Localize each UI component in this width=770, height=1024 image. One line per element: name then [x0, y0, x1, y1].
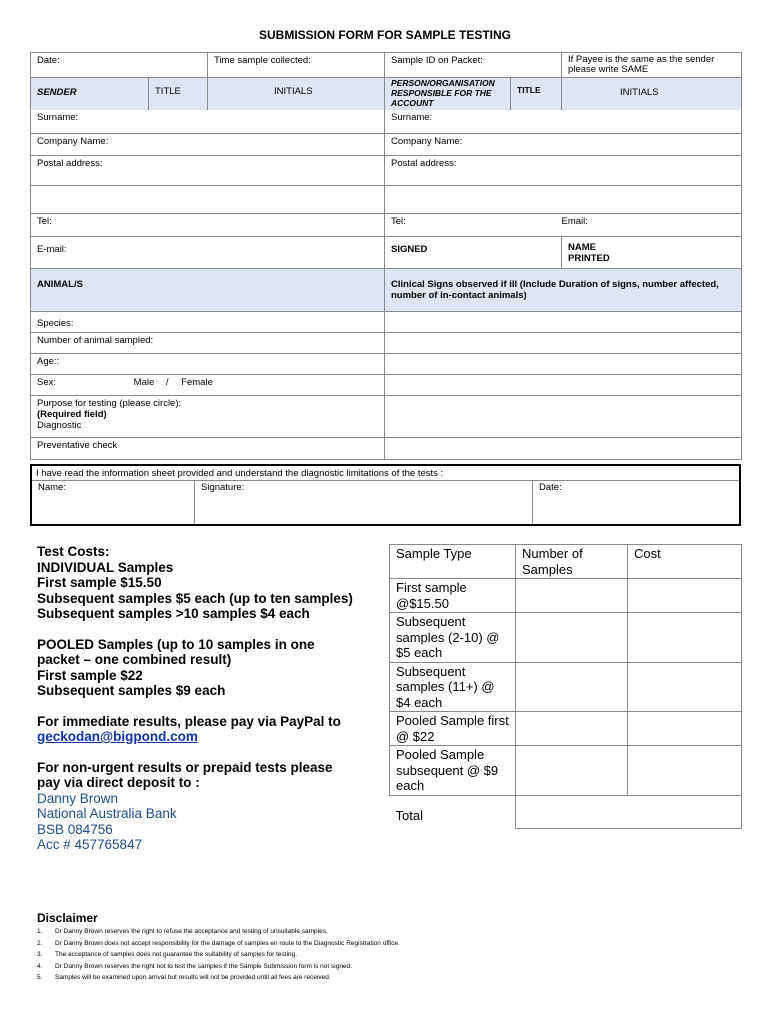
fee-row-label: Pooled Sample subsequent @ $9 each	[390, 746, 516, 796]
date-field[interactable]: Date:	[31, 53, 208, 78]
sender-tel-field[interactable]: Tel:	[31, 213, 385, 236]
disclaimer-item: 3. The acceptance of samples does not guarantee the suitability of samples for testing.	[37, 951, 298, 958]
account-number: Acc # 457765847	[37, 837, 143, 852]
fee-header-number: Number of Samples	[516, 545, 628, 579]
sender-label: SENDER	[31, 78, 149, 111]
fee-cost-cell[interactable]	[628, 712, 742, 746]
payee-note: If Payee is the same as the sender please write SAME	[562, 53, 742, 78]
clinical-line-3[interactable]	[385, 353, 742, 374]
test-costs-section: Test Costs: INDIVIDUAL Samples First sample $15.50 Subsequent samples $5 each (up to ten samples) Subsequent samples >10 samples $4 each POOLED Samples (up to 10 samples in one packet – one combined result) First sample $22 Subsequent samples $9 each For immediate results, please pay via PayPal to geckodan@bigpond.com For non-urgent results or prepaid tests please pay via direct deposit to : Danny Brown National Australia Bank BSB 084756 Acc # 457765847	[37, 544, 382, 853]
sender-email-field[interactable]: E-mail:	[31, 236, 385, 268]
payee-postal-line2[interactable]	[385, 185, 742, 213]
declaration-box	[30, 464, 741, 526]
bank-name: National Australia Bank	[37, 806, 177, 821]
sex-field[interactable]: Sex: Male / Female	[31, 374, 385, 395]
clinical-line-1[interactable]	[385, 311, 742, 332]
declaration-name-field[interactable]: Name:	[38, 482, 66, 493]
payee-label: PERSON/ORGANISATION RESPONSIBLE FOR THE ACCOUNT	[385, 78, 511, 111]
fee-header-sample-type: Sample Type	[390, 545, 516, 579]
payee-title-field[interactable]: TITLE	[511, 78, 562, 111]
fee-cost-cell[interactable]	[628, 662, 742, 712]
clinical-line-2[interactable]	[385, 332, 742, 353]
time-collected-field[interactable]: Time sample collected:	[208, 53, 385, 78]
submission-form-table	[30, 52, 742, 460]
sender-initials-field[interactable]: INITIALS	[208, 78, 385, 111]
payee-company-field[interactable]: Company Name:	[385, 133, 742, 155]
fee-number-cell[interactable]	[516, 662, 628, 712]
sex-female-option[interactable]: Female	[181, 376, 213, 388]
clinical-line-4[interactable]	[385, 374, 742, 395]
fee-header-cost: Cost	[628, 545, 742, 579]
sample-id-field[interactable]: Sample ID on Packet:	[385, 53, 562, 78]
fee-cost-cell[interactable]	[628, 579, 742, 613]
account-name: Danny Brown	[37, 790, 119, 806]
payee-signed-field[interactable]: SIGNED	[385, 236, 562, 268]
clinical-signs-label: Clinical Signs observed if ill (Include Duration of signs, number affected, number of in-contact animals)	[385, 268, 742, 311]
purpose-diagnostic-option[interactable]: Diagnostic	[37, 419, 82, 431]
sender-title-field[interactable]: TITLE	[149, 78, 208, 111]
sender-postal-line2[interactable]	[31, 185, 385, 213]
payee-surname-field[interactable]: Surname:	[385, 110, 742, 133]
payee-initials-field[interactable]: INITIALS	[562, 78, 742, 111]
disclaimer-item: 5. Samples will be examined upon arrival but results will not be provided until all fees are received.	[37, 974, 331, 981]
payee-postal-field[interactable]: Postal address:	[385, 155, 742, 185]
bsb-number: BSB 084756	[37, 821, 113, 837]
disclaimer-item: 2. Dr Danny Brown does not accept responsibility for the damage of samples en route to the Diagnostic Registration office.	[37, 939, 400, 947]
fee-number-cell[interactable]	[516, 579, 628, 613]
fee-cost-cell[interactable]	[628, 613, 742, 663]
sex-male-option[interactable]: Male	[133, 376, 155, 388]
purpose-preventative-option[interactable]: Preventative check	[31, 437, 385, 459]
disclaimer-item: 1. Dr Danny Brown reserves the right to refuse the acceptance and testing of unsuitable samples.	[37, 928, 328, 935]
fee-number-cell[interactable]	[516, 712, 628, 746]
purpose-field[interactable]: Purpose for testing (please circle): (Required field) Diagnostic	[31, 395, 385, 437]
disclaimer-item: 4. Dr Danny Brown reserves the right not to test the samples if the Sample Submission form is not signed.	[37, 962, 352, 970]
payee-name-printed-field[interactable]: NAME PRINTED	[562, 236, 742, 268]
fee-total-label: Total	[395, 807, 423, 823]
declaration-signature-field[interactable]: Signature:	[194, 480, 527, 524]
fee-row-label: First sample @$15.50	[390, 579, 516, 613]
fee-row-label: Pooled Sample first @ $22	[390, 712, 516, 746]
species-field[interactable]: Species:	[31, 311, 385, 332]
declaration-date-field[interactable]: Date:	[532, 480, 739, 524]
declaration-statement: I have read the information sheet provided and understand the diagnostic limitations of the tests :	[36, 468, 444, 479]
fee-number-cell[interactable]	[516, 613, 628, 663]
fee-cost-cell[interactable]	[628, 746, 742, 796]
fee-row-label: Subsequent samples (11+) @ $4 each	[390, 662, 516, 712]
test-costs-heading: Test Costs:	[37, 544, 110, 559]
payee-email-field[interactable]: Email:	[562, 213, 742, 236]
fee-table	[389, 544, 742, 829]
sender-company-field[interactable]: Company Name:	[31, 133, 385, 155]
disclaimer-heading: Disclaimer	[37, 911, 98, 925]
paypal-email-link[interactable]: geckodan@bigpond.com	[37, 729, 198, 744]
form-title: SUBMISSION FORM FOR SAMPLE TESTING	[258, 28, 511, 42]
animal-label: ANIMAL/S	[31, 268, 385, 311]
age-field[interactable]: Age::	[31, 353, 385, 374]
payee-tel-field[interactable]: Tel:	[385, 213, 562, 236]
clinical-line-6[interactable]	[385, 437, 742, 459]
sender-surname-field[interactable]: Surname:	[31, 110, 385, 133]
fee-row-label: Subsequent samples (2-10) @ $5 each	[390, 613, 516, 663]
number-sampled-field[interactable]: Number of animal sampled:	[31, 332, 385, 353]
disclaimer-section	[37, 911, 737, 986]
fee-number-cell[interactable]	[516, 746, 628, 796]
sender-postal-field[interactable]: Postal address:	[31, 155, 385, 185]
clinical-line-5[interactable]	[385, 395, 742, 437]
fee-total-cell[interactable]	[516, 795, 742, 828]
